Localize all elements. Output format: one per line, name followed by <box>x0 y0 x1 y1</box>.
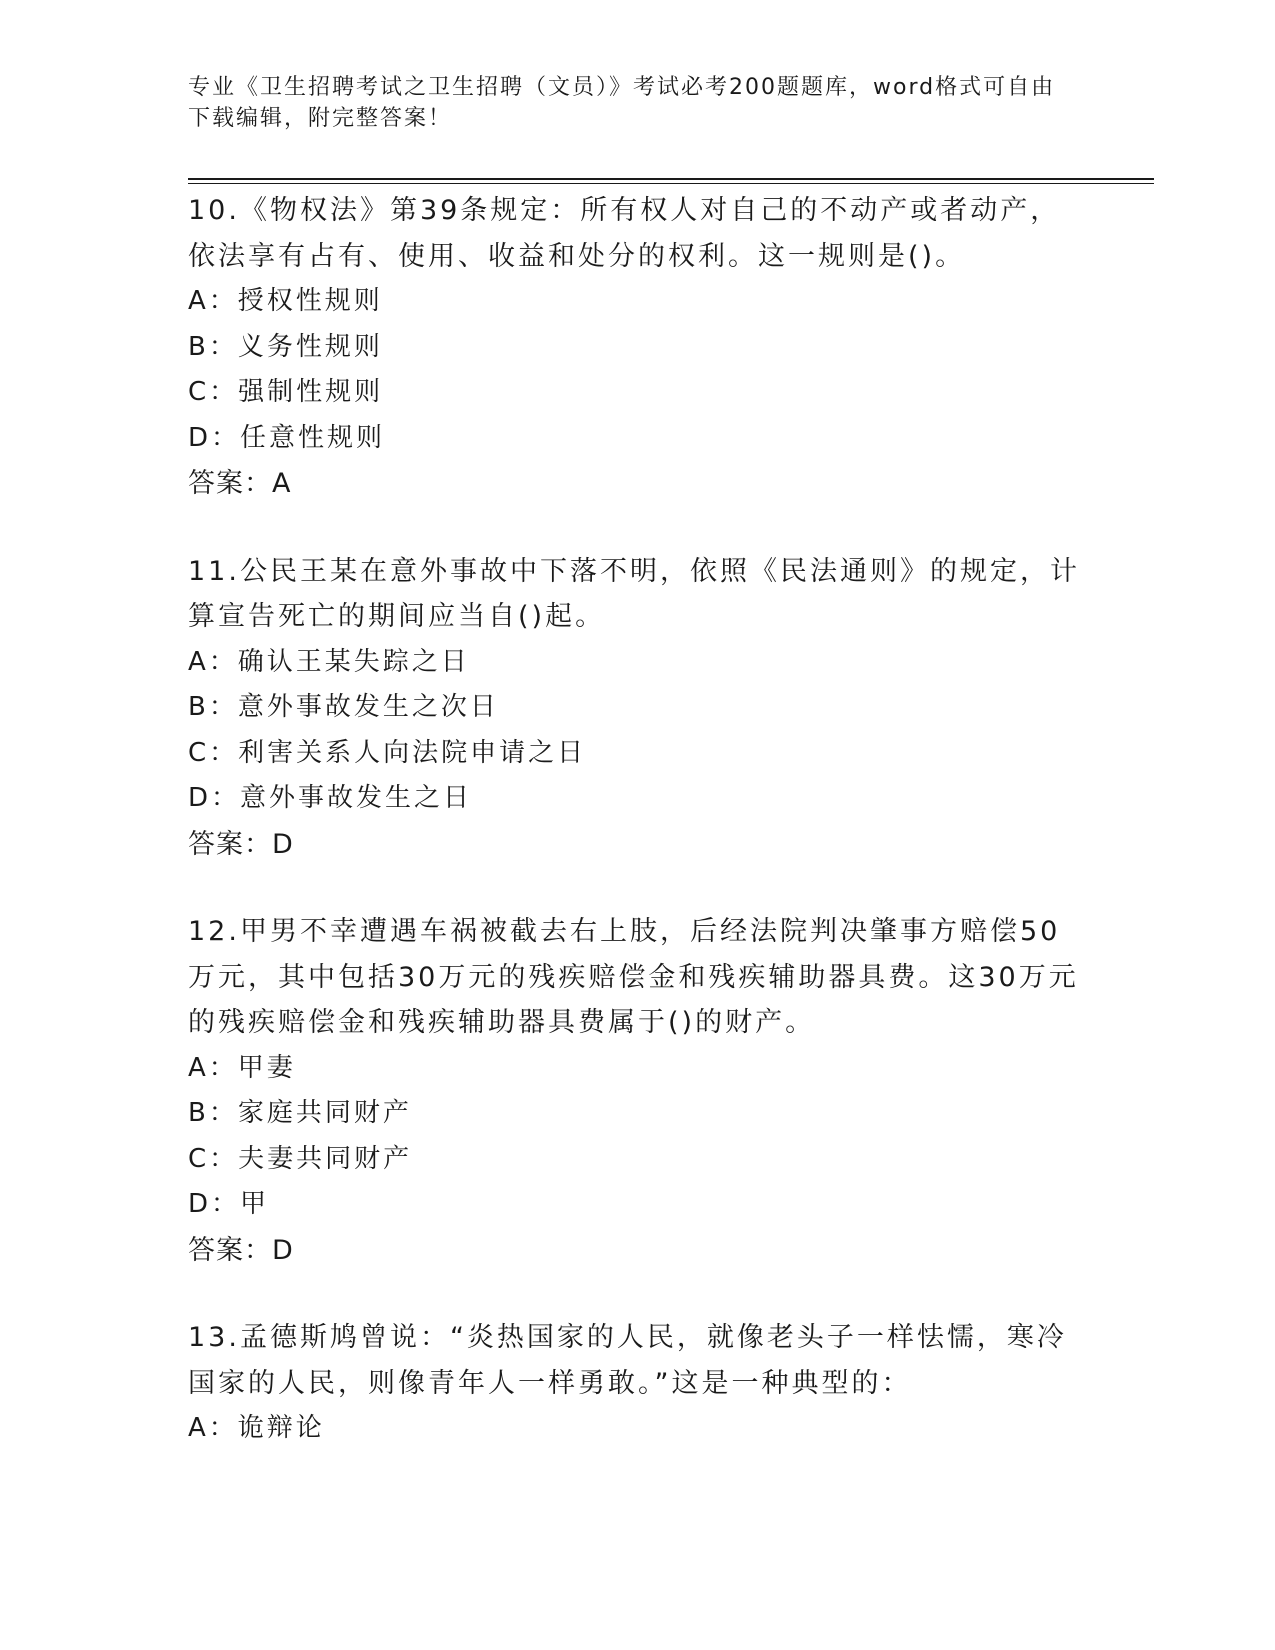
option-d: D：甲 <box>188 1189 270 1219</box>
option-b: B：意外事故发生之次日 <box>188 692 499 722</box>
question-13 <box>188 1315 1088 1452</box>
option-a: A：确认王某失踪之日 <box>188 646 470 677</box>
question-10 <box>188 188 1088 507</box>
answer: 答案：A <box>188 468 292 499</box>
question-text: 10.《物权法》第39条规定：所有权人对自己的不动产或者动产，依法享有占有、使用、收益和处分的权利。这一规则是()。 <box>188 195 1061 272</box>
option-c: C：夫妻共同财产 <box>188 1143 413 1174</box>
header-divider-thick <box>188 178 1154 180</box>
question-list <box>188 188 1088 1494</box>
option-d: D：任意性规则 <box>188 422 386 453</box>
option-c: C：强制性规则 <box>188 377 384 407</box>
option-a: A：诡辩论 <box>188 1413 325 1443</box>
option-b: B：义务性规则 <box>188 331 383 362</box>
answer: 答案：D <box>188 828 294 860</box>
header-divider-thin <box>188 183 1154 184</box>
question-11 <box>188 549 1088 868</box>
option-c: C：利害关系人向法院申请之日 <box>188 737 587 768</box>
question-text: 12.甲男不幸遭遇车祸被截去右上肢，后经法院判决肇事方赔偿50万元，其中包括30万元的残疾赔偿金和残疾辅助器具费。这30万元的残疾赔偿金和残疾辅助器具费属于()的财产。 <box>188 916 1079 1038</box>
question-text: 11.公民王某在意外事故中下落不明，依照《民法通则》的规定，计算宣告死亡的期间应当自()起。 <box>188 555 1080 632</box>
option-d: D：意外事故发生之日 <box>188 783 473 813</box>
option-a: A：授权性规则 <box>188 286 383 316</box>
question-12 <box>188 909 1088 1273</box>
option-b: B：家庭共同财产 <box>188 1098 412 1128</box>
option-a: A：甲妻 <box>188 1052 296 1083</box>
question-text: 13.孟德斯鸠曾说：“炎热国家的人民，就像老头子一样怯懦，寒冷国家的人民，则像青年人一样勇敢。”这是一种典型的： <box>188 1322 1067 1399</box>
answer: 答案：D <box>188 1234 294 1266</box>
document-header: 专业《卫生招聘考试之卫生招聘（文员）》考试必考200题题库，word格式可自由下载编辑，附完整答案！ <box>188 75 1056 131</box>
